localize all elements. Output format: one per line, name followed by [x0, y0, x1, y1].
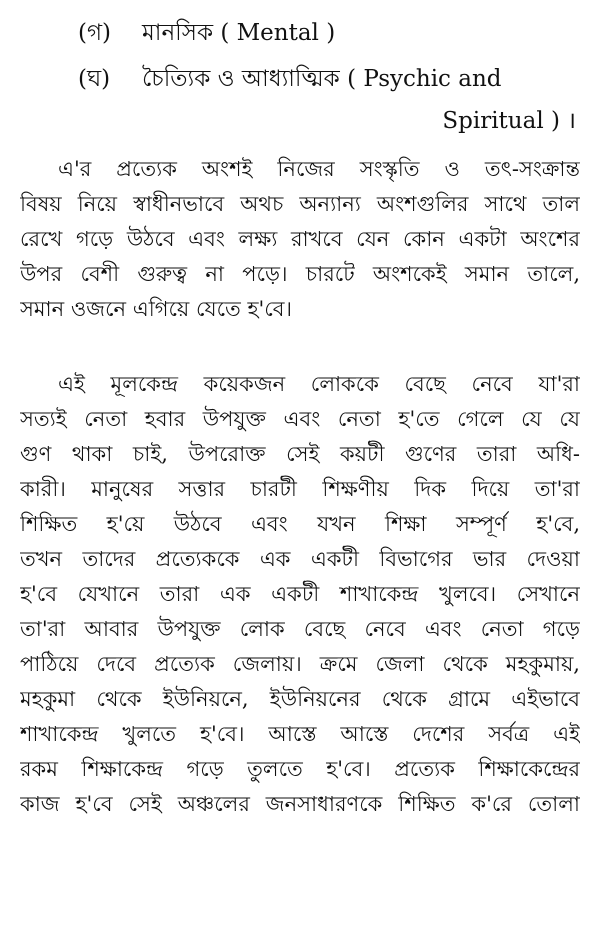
list-item-text: মানসিক ( Mental ) — [142, 20, 336, 46]
paragraph-line: রেখে গড়ে উঠবে এবং লক্ষ্য রাখবে যেন কোন একটা অংশের — [20, 227, 580, 251]
list-item-psychic-spiritual — [78, 64, 502, 94]
list-item-text: চৈত্যিক ও আধ্যাত্মিক ( Psychic and — [142, 66, 502, 92]
paragraph-line: শিক্ষিত হ'য়ে উঠবে এবং যখন শিক্ষা সম্পূর্ণ হ'বে, — [20, 512, 580, 536]
paragraph-line: বিষয় নিয়ে স্বাধীনভাবে অথচ অন্যান্য অংশগুলির সাথে তাল — [20, 192, 580, 216]
paragraph-line: তা'রা আবার উপযুক্ত লোক বেছে নেবে এবং নেতা গড়ে — [20, 617, 580, 641]
list-item-marker: (গ) — [78, 20, 112, 46]
paragraph-line: এ'র প্রত্যেক অংশই নিজের সংস্কৃতি ও তৎ-সংক্রান্ত — [58, 157, 580, 181]
paragraph-line: সত্যই নেতা হবার উপযুক্ত এবং নেতা হ'তে গেলে যে যে — [20, 407, 580, 431]
paragraph-line: উপর বেশী গুরুত্ব না পড়ে। চারটে অংশকেই সমান তালে, — [20, 262, 580, 286]
list-item-marker: (ঘ) — [78, 66, 111, 92]
list-item-continuation: Spiritual ) । — [442, 108, 576, 134]
paragraph-line: সমান ওজনে এগিয়ে যেতে হ'বে। — [20, 297, 292, 321]
paragraph-line: মহকুমা থেকে ইউনিয়নে, ইউনিয়নের থেকে গ্রামে এইভাবে — [20, 687, 580, 711]
paragraph-2 — [20, 367, 580, 822]
paragraph-line: কাজ হ'বে সেই অঞ্চলের জনসাধারণকে শিক্ষিত ক'রে তোলা — [20, 792, 580, 816]
paragraph-line: তখন তাদের প্রত্যেককে এক একটী বিভাগের ভার দেওয়া — [20, 547, 580, 571]
paragraph-line: গুণ থাকা চাই, উপরোক্ত সেই কয়টী গুণের তারা অধি- — [20, 442, 580, 466]
paragraph-line: এই মূলকেন্দ্র কয়েকজন লোককে বেছে নেবে যা'রা — [58, 372, 580, 396]
paragraph-line: কারী। মানুষের সত্তার চারটী শিক্ষণীয় দিক দিয়ে তা'রা — [20, 477, 580, 501]
paragraph-line: হ'বে যেখানে তারা এক একটী শাখাকেন্দ্র খুলবে। সেখানে — [20, 582, 580, 606]
paragraph-1 — [20, 152, 580, 327]
paragraph-line: রকম শিক্ষাকেন্দ্র গড়ে তুলতে হ'বে। প্রত্যেক শিক্ষাকেন্দ্রের — [20, 757, 580, 781]
paragraph-line: শাখাকেন্দ্র খুলতে হ'বে। আস্তে আস্তে দেশের সর্বত্র এই — [20, 722, 580, 746]
list-item-mental — [78, 18, 335, 48]
paragraph-line: পাঠিয়ে দেবে প্রত্যেক জেলায়। ক্রমে জেলা থেকে মহকুমায়, — [20, 652, 580, 676]
